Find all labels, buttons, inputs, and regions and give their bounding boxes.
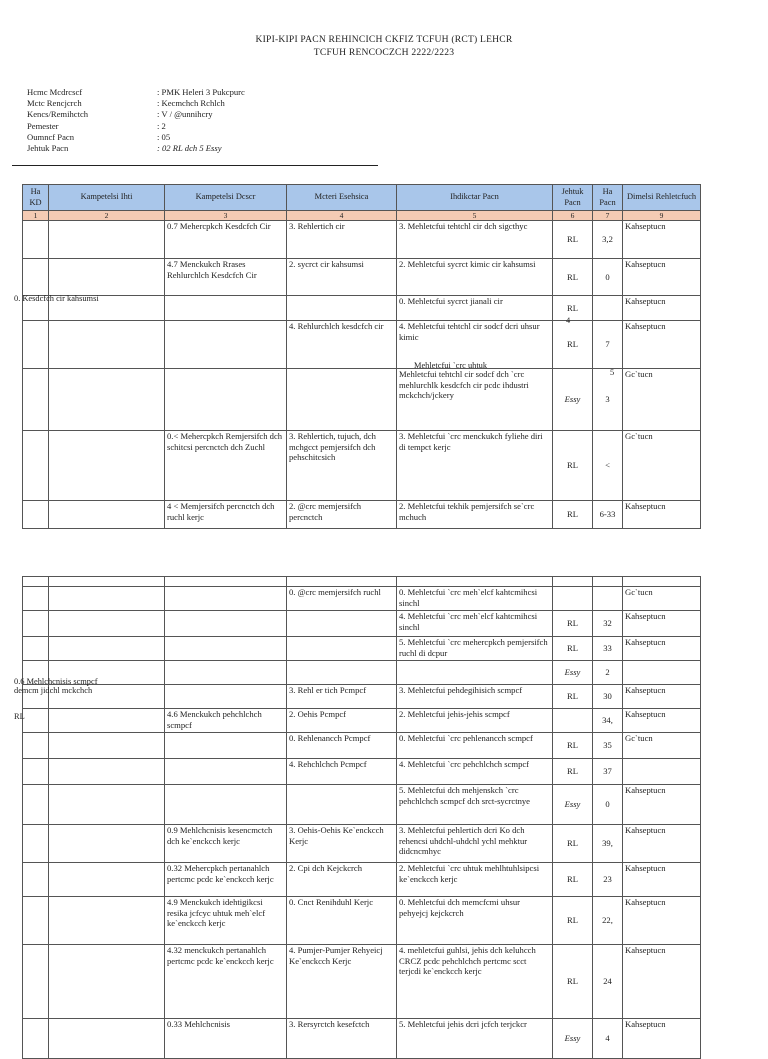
column-number: 5 bbox=[397, 211, 553, 221]
dimensi-cell: Kahseptucn bbox=[623, 945, 701, 1019]
indikator-cell: 2. Mehletcfui jehis-jehis scmpcf bbox=[397, 709, 553, 733]
dimensi-cell: Kahseptucn bbox=[623, 321, 701, 369]
dimensi-cell: Gc`tucn bbox=[623, 733, 701, 759]
table-row bbox=[23, 259, 701, 296]
meta-value: : 02 RL dch 5 Essy bbox=[157, 142, 222, 153]
indikator-cell: 5. Mehletcfui `crc mehercpkch pemjersifch ruchl di dcpur bbox=[397, 637, 553, 661]
materi-cell: 2. Cpi dch Kejckcrch bbox=[287, 863, 397, 897]
grid-table-bottom bbox=[22, 576, 701, 1059]
materi-cell: 3. Rehlertich, tujuch, dch mchgcct pemjersifch dch pehschitcsich bbox=[287, 431, 397, 501]
ha-cell: 34, bbox=[593, 709, 623, 733]
table-row bbox=[23, 501, 701, 529]
jehtuk-cell: RL bbox=[553, 296, 593, 321]
materi-cell: 4. Rehchlchch Pcmpcf bbox=[287, 759, 397, 785]
table-row bbox=[23, 296, 701, 321]
meta-key: Pemester bbox=[27, 120, 59, 131]
meta-value: : 05 bbox=[157, 131, 171, 142]
overlay-number: 4 bbox=[566, 316, 571, 325]
kd-cell bbox=[165, 637, 287, 661]
column-number: 3 bbox=[165, 211, 287, 221]
dimensi-cell: Kahseptucn bbox=[623, 611, 701, 637]
indikator-cell: 4. Mehletcfui tehtchl cir sodcf dcri uhsur kimic bbox=[397, 321, 553, 369]
jehtuk-cell: RL bbox=[553, 321, 593, 369]
materi-cell bbox=[287, 369, 397, 431]
dimensi-cell bbox=[623, 661, 701, 685]
ha-cell: 4 bbox=[593, 1019, 623, 1059]
meta-key: Jehtuk Pacn bbox=[27, 142, 69, 153]
indikator-cell: 2. Mehletcfui sycrct kimic cir kahsumsi bbox=[397, 259, 553, 296]
dimensi-cell: Gc`tucn bbox=[623, 369, 701, 431]
jehtuk-cell: RL bbox=[553, 221, 593, 259]
column-header: Mcteri Esehsica bbox=[287, 185, 397, 211]
table-row bbox=[23, 733, 701, 759]
kd-cell bbox=[165, 733, 287, 759]
table-row bbox=[23, 785, 701, 825]
indikator-cell: 3. Mehletcfui pehdegihisich scmpcf bbox=[397, 685, 553, 709]
table-row bbox=[23, 709, 701, 733]
materi-cell: 3. Rehl er tich Pcmpcf bbox=[287, 685, 397, 709]
side-label: RL bbox=[14, 712, 25, 721]
indikator-cell: 4. Mehletcfui `crc pehchlchch scmpcf bbox=[397, 759, 553, 785]
table-header-row bbox=[23, 185, 701, 211]
dimensi-cell bbox=[623, 759, 701, 785]
dimensi-cell: Kahseptucn bbox=[623, 259, 701, 296]
ha-cell: 30 bbox=[593, 685, 623, 709]
dimensi-cell: Gc`tucn bbox=[623, 587, 701, 611]
kd-cell: 4.7 Menckukch Rrases Rehlurchlch Kesdcfch Cir bbox=[165, 259, 287, 296]
meta-value: : Kecmchch Rchlch bbox=[157, 98, 225, 109]
jehtuk-cell: Essy bbox=[553, 785, 593, 825]
table-row bbox=[23, 759, 701, 785]
dimensi-cell: Kahseptucn bbox=[623, 825, 701, 863]
jehtuk-cell: RL bbox=[553, 431, 593, 501]
dimensi-cell: Kahseptucn bbox=[623, 897, 701, 945]
dimensi-cell: Kahseptucn bbox=[623, 785, 701, 825]
indikator-cell: 2. Mehletcfui tekhik pemjersifch se`crc mchuch bbox=[397, 501, 553, 529]
kd-cell: 4 < Memjersifch percnctch dch ruchl kerjc bbox=[165, 501, 287, 529]
column-header: Dimelsi Rehletcfuch bbox=[623, 185, 701, 211]
materi-cell bbox=[287, 611, 397, 637]
meta-key: Hcmc Mcdrcscf bbox=[27, 87, 83, 97]
meta-value: : 2 bbox=[157, 120, 166, 131]
ha-cell: 24 bbox=[593, 945, 623, 1019]
materi-cell: 0. @crc memjersifch ruchl bbox=[287, 587, 397, 611]
ha-cell: 37 bbox=[593, 759, 623, 785]
dimensi-cell: Gc`tucn bbox=[623, 431, 701, 501]
table-row bbox=[23, 611, 701, 637]
indikator-cell: 3. Mehletcfui tehtchl cir dch sigcthyc bbox=[397, 221, 553, 259]
kd-cell bbox=[165, 661, 287, 685]
jehtuk-cell: RL bbox=[553, 501, 593, 529]
indikator-cell: 4. Mehletcfui `crc meh`elcf kahtcmihcsi sinchl bbox=[397, 611, 553, 637]
kompetensi-inti-label: 0.6 Mehlchcnisis scmpcf demcm jidchl mckchch bbox=[14, 677, 98, 695]
materi-cell: 2. @crc memjersifch percnctch bbox=[287, 501, 397, 529]
ha-cell: 0 bbox=[593, 259, 623, 296]
grid-table-top bbox=[22, 184, 701, 529]
column-number: 4 bbox=[287, 211, 397, 221]
table-row bbox=[23, 1019, 701, 1059]
kd-cell: 0.7 Mehercpkch Kesdcfch Cir bbox=[165, 221, 287, 259]
ha-cell: 33 bbox=[593, 637, 623, 661]
document-title-line-2: TCFUH RENCOCZCH 2222/2223 bbox=[313, 47, 455, 58]
indikator-cell: 0. Mehletcfui sycrct jianali cir bbox=[397, 296, 553, 321]
kd-cell: 4.6 Menckukch pehchlchch scmpcf bbox=[165, 709, 287, 733]
dimensi-cell: Kahseptucn bbox=[623, 296, 701, 321]
jehtuk-cell: RL bbox=[553, 259, 593, 296]
jehtuk-cell: RL bbox=[553, 611, 593, 637]
indikator-cell: 0. Mehletcfui `crc pehlenancch scmpcf bbox=[397, 733, 553, 759]
materi-cell: 2. Oehis Pcmpcf bbox=[287, 709, 397, 733]
indikator-cell: Mehletcfui tehtchl cir sodcf dch `crc mehlurchlk kesdcfch cir pcdc ihdustri mckchch/jckery bbox=[397, 369, 553, 431]
materi-cell: 4. Rehlurchlch kesdcfch cir bbox=[287, 321, 397, 369]
document-title-line-1: KIPI-KIPI PACN REHINCICH CKFIZ TCFUH (RCT) LEHCR bbox=[255, 34, 513, 45]
column-number: 7 bbox=[593, 211, 623, 221]
kd-cell bbox=[165, 685, 287, 709]
table-row bbox=[23, 221, 701, 259]
kd-cell bbox=[165, 321, 287, 369]
materi-cell bbox=[287, 296, 397, 321]
table-row bbox=[23, 587, 701, 611]
column-header: Ha KD bbox=[23, 185, 49, 211]
table-row bbox=[23, 431, 701, 501]
ha-cell: 39, bbox=[593, 825, 623, 863]
indikator-cell: 0. Mehletcfui dch memcfcmi uhsur pehyejcj kejckcrch bbox=[397, 897, 553, 945]
jehtuk-cell: RL bbox=[553, 759, 593, 785]
column-header: Ha Pacn bbox=[593, 185, 623, 211]
kd-cell bbox=[165, 296, 287, 321]
jehtuk-cell: RL bbox=[553, 897, 593, 945]
dimensi-cell: Kahseptucn bbox=[623, 1019, 701, 1059]
jehtuk-cell bbox=[553, 709, 593, 733]
jehtuk-cell: Essy bbox=[553, 661, 593, 685]
ha-cell bbox=[593, 296, 623, 321]
indikator-cell: 4. mehletcfui guhlsi, jehis dch keluhcch CRCZ pcdc pehchlchch pertcmc scct terjcdi ke`enckcch kerjc bbox=[397, 945, 553, 1019]
indikator-cell: 0. Mehletcfui `crc meh`elcf kahtcmihcsi sinchl bbox=[397, 587, 553, 611]
ha-cell: < bbox=[593, 431, 623, 501]
jehtuk-cell bbox=[553, 587, 593, 611]
jehtuk-cell: RL bbox=[553, 945, 593, 1019]
column-number-row bbox=[23, 211, 701, 221]
jehtuk-cell: RL bbox=[553, 733, 593, 759]
jehtuk-cell: Essy bbox=[553, 369, 593, 431]
ha-cell: 2 bbox=[593, 661, 623, 685]
overlay-text: Mehletcfui `crc uhtuk bbox=[414, 361, 488, 370]
table-row bbox=[23, 637, 701, 661]
table-row bbox=[23, 863, 701, 897]
ha-cell: 3,2 bbox=[593, 221, 623, 259]
dimensi-cell: Kahseptucn bbox=[623, 685, 701, 709]
materi-cell: 2. sycrct cir kahsumsi bbox=[287, 259, 397, 296]
ha-cell: 6-33 bbox=[593, 501, 623, 529]
header-divider bbox=[12, 165, 378, 166]
materi-cell: 3. Rersyrctch kesefctch bbox=[287, 1019, 397, 1059]
kd-cell: 4.32 menckukch pertanahlch pertcmc pcdc ke`enckcch kerjc bbox=[165, 945, 287, 1019]
kompetensi-inti-label: 0. Kesdcfch cir kahsumsi bbox=[14, 294, 99, 303]
kd-cell bbox=[165, 759, 287, 785]
meta-key: Kencs/Remihctch bbox=[27, 109, 89, 120]
kd-cell: 0.32 Mehercpkch pertanahlch pertcmc pcdc ke`enckcch kerjc bbox=[165, 863, 287, 897]
column-header: Ihdikctar Pacn bbox=[397, 185, 553, 211]
meta-key: Oumncf Pacn bbox=[27, 131, 75, 142]
kd-cell bbox=[165, 611, 287, 637]
materi-cell bbox=[287, 785, 397, 825]
dimensi-cell: Kahseptucn bbox=[623, 637, 701, 661]
dimensi-cell: Kahseptucn bbox=[623, 863, 701, 897]
kd-cell: 0.9 Mehlchcnisis kesencmctch dch ke`enckcch kerjc bbox=[165, 825, 287, 863]
indikator-cell bbox=[397, 661, 553, 685]
column-number: 2 bbox=[49, 211, 165, 221]
indikator-cell: 3. Mehletcfui pehlertich dcri Ko dch rehencsi uhdchl-uhdchl ychl mehktur didcncmhyc bbox=[397, 825, 553, 863]
ha-cell: 23 bbox=[593, 863, 623, 897]
table-row bbox=[23, 825, 701, 863]
materi-cell: 3. Oehis-Oehis Ke`enckcch Kerjc bbox=[287, 825, 397, 863]
table-row bbox=[23, 661, 701, 685]
table-row bbox=[23, 577, 701, 587]
dimensi-cell: Kahseptucn bbox=[623, 709, 701, 733]
materi-cell: 0. Cnct Renihduhl Kerjc bbox=[287, 897, 397, 945]
kd-cell: 0.33 Mehlchcnisis bbox=[165, 1019, 287, 1059]
ha-cell bbox=[593, 587, 623, 611]
ha-cell: 32 bbox=[593, 611, 623, 637]
jehtuk-cell: RL bbox=[553, 685, 593, 709]
jehtuk-cell: RL bbox=[553, 637, 593, 661]
indikator-cell: 5. Mehletcfui dch mehjenskch `crc pehchlchch scmpcf dch srct-sycrctnye bbox=[397, 785, 553, 825]
materi-cell: 3. Rehlertich cir bbox=[287, 221, 397, 259]
ha-cell: 0 bbox=[593, 785, 623, 825]
table-row bbox=[23, 897, 701, 945]
table-row bbox=[23, 945, 701, 1019]
jehtuk-cell: RL bbox=[553, 825, 593, 863]
column-number: 9 bbox=[623, 211, 701, 221]
table-row bbox=[23, 369, 701, 431]
kd-cell: 4.9 Menckukch idehtigikcsi resika jcfcyc uhtuk meh`elcf ke`enckcch kerjc bbox=[165, 897, 287, 945]
overlay-number: 5 bbox=[610, 368, 615, 377]
kd-cell bbox=[165, 785, 287, 825]
table-row bbox=[23, 321, 701, 369]
meta-key: Mctc Rencjcrch bbox=[27, 98, 82, 109]
ha-cell: 7 bbox=[593, 321, 623, 369]
indikator-cell: 2. Mehletcfui `crc uhtuk mehlhtuhlsipcsi ke`enckcch kerjc bbox=[397, 863, 553, 897]
ha-cell: 22, bbox=[593, 897, 623, 945]
materi-cell bbox=[287, 661, 397, 685]
indikator-cell: 3. Mehletcfui `crc menckukch fyliehe diri di tempct kerjc bbox=[397, 431, 553, 501]
jehtuk-cell: Essy bbox=[553, 1019, 593, 1059]
dimensi-cell: Kahseptucn bbox=[623, 501, 701, 529]
materi-cell bbox=[287, 637, 397, 661]
table-row bbox=[23, 685, 701, 709]
column-number: 1 bbox=[23, 211, 49, 221]
ha-cell: 3 bbox=[593, 369, 623, 431]
column-number: 6 bbox=[553, 211, 593, 221]
ha-cell: 35 bbox=[593, 733, 623, 759]
dimensi-cell: Kahseptucn bbox=[623, 221, 701, 259]
kd-cell bbox=[165, 369, 287, 431]
jehtuk-cell: RL bbox=[553, 863, 593, 897]
kd-cell: 0.< Mehercpkch Remjersifch dch schitcsi percnctch dch Zuchl bbox=[165, 431, 287, 501]
column-header: Kampetelsi Dcscr bbox=[165, 185, 287, 211]
meta-value: : V / @unnihcry bbox=[157, 109, 213, 120]
materi-cell: 4. Pumjer-Pumjer Rehyeicj Ke`enckcch Kerjc bbox=[287, 945, 397, 1019]
meta-value: : PMK Heleri 3 Pukcpurc bbox=[157, 87, 245, 97]
column-header: Jehtuk Pacn bbox=[553, 185, 593, 211]
indikator-cell: 5. Mehletcfui jehis dcri jcfch terjckcr bbox=[397, 1019, 553, 1059]
kd-cell bbox=[165, 587, 287, 611]
materi-cell: 0. Rehlenancch Pcmpcf bbox=[287, 733, 397, 759]
column-header: Kampetelsi Ihti bbox=[49, 185, 165, 211]
